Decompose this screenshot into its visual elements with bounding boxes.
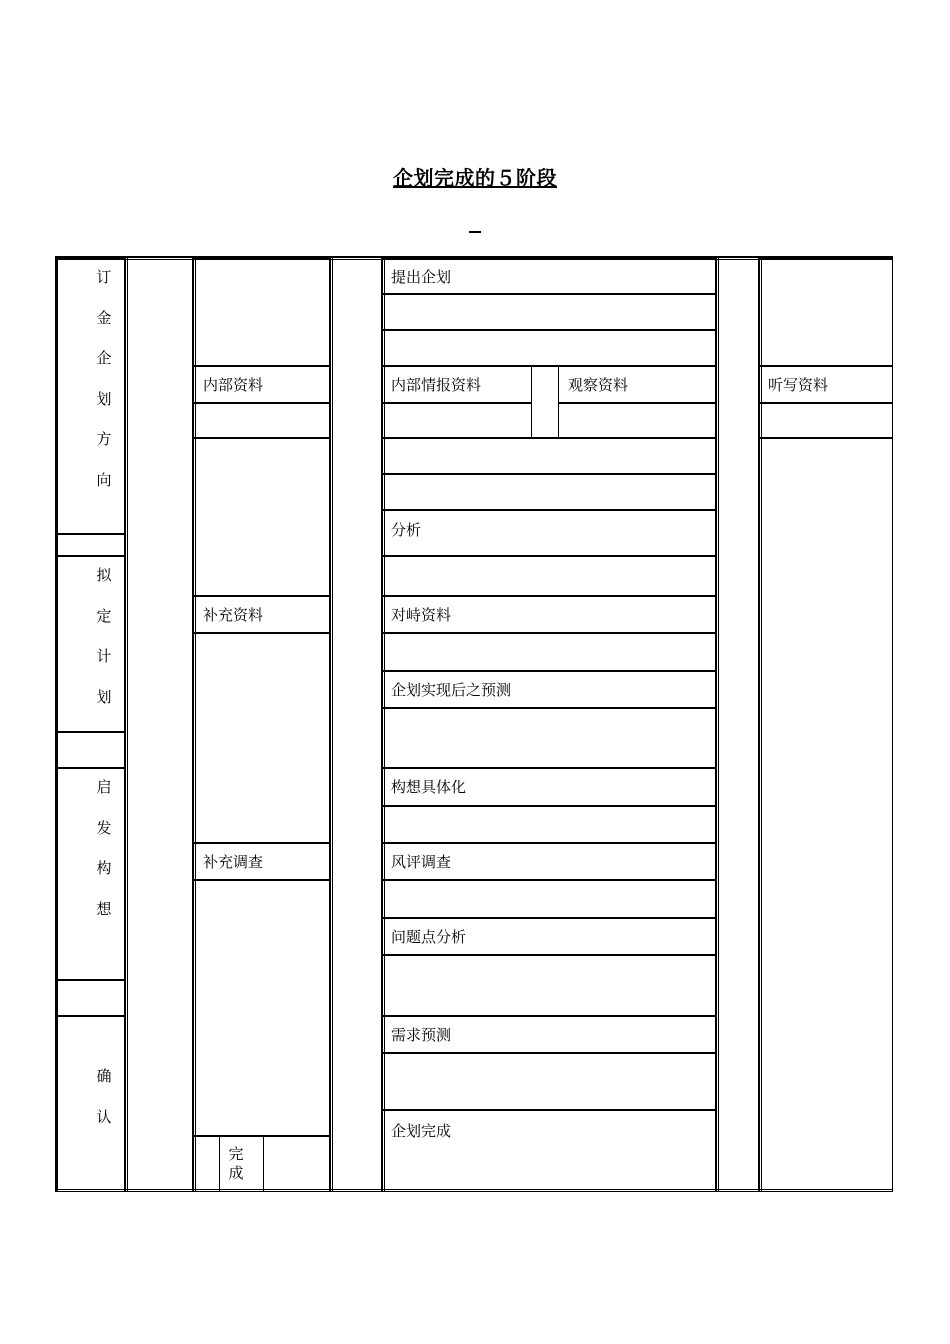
step-box xyxy=(531,366,559,438)
step-box xyxy=(382,1053,717,1110)
resource-box xyxy=(193,403,331,438)
step-demand: 需求预测 xyxy=(391,1026,452,1044)
resource-box xyxy=(193,438,331,596)
step-box xyxy=(382,880,717,918)
stage-label-plan: 拟 定 计 划 xyxy=(96,566,112,706)
step-opponent: 对峙资料 xyxy=(391,606,452,624)
step-box xyxy=(382,510,717,556)
step-dictation: 听写资料 xyxy=(768,376,829,394)
step-propose: 提出企划 xyxy=(391,268,452,286)
resource-supplementary: 补充资料 xyxy=(203,606,264,624)
step-box xyxy=(382,403,532,438)
step-forecast: 企划实现后之预测 xyxy=(391,681,512,699)
done-label: 完 成 xyxy=(228,1145,244,1182)
stage-label-direction: 订 金 企 划 方 向 xyxy=(96,268,112,489)
step-box xyxy=(382,438,717,474)
stage-label-confirm: 确 认 xyxy=(96,1067,112,1126)
resource-box-top xyxy=(193,258,331,366)
resource-internal: 内部资料 xyxy=(203,376,264,394)
column-divider xyxy=(127,256,128,1192)
step-box xyxy=(558,403,717,438)
step-box xyxy=(382,806,717,843)
title-dash xyxy=(469,231,481,233)
column-divider xyxy=(332,256,333,1192)
step-box xyxy=(382,330,717,366)
right-box xyxy=(759,403,893,438)
step-box xyxy=(382,556,717,596)
stage-spacer xyxy=(57,534,126,556)
stage-block-confirm xyxy=(57,1016,126,1192)
step-problem: 问题点分析 xyxy=(391,928,467,946)
step-box xyxy=(382,708,717,768)
stage-block-plan xyxy=(57,556,126,732)
step-box xyxy=(382,955,717,1016)
stage-label-idea: 启 发 构 想 xyxy=(96,778,112,918)
step-reputation: 风评调查 xyxy=(391,853,452,871)
column-divider xyxy=(718,256,719,1192)
stage-block-idea xyxy=(57,768,126,980)
page-title: 企划完成的５阶段 xyxy=(393,166,557,190)
step-box xyxy=(382,294,717,330)
step-complete: 企划完成 xyxy=(391,1122,452,1140)
right-box xyxy=(759,438,893,1192)
step-internal-info: 内部情报资料 xyxy=(391,376,482,394)
step-concretize: 构想具体化 xyxy=(391,778,467,796)
resource-survey: 补充调查 xyxy=(203,853,264,871)
step-box xyxy=(382,633,717,671)
resource-box xyxy=(193,633,331,843)
right-box-top xyxy=(759,258,893,366)
stage-spacer xyxy=(57,732,126,768)
step-observation: 观察资料 xyxy=(568,376,629,394)
step-analysis: 分析 xyxy=(391,521,422,539)
step-box xyxy=(382,474,717,510)
resource-box xyxy=(193,880,331,1136)
stage-block-direction xyxy=(57,258,126,534)
stage-spacer xyxy=(57,980,126,1016)
